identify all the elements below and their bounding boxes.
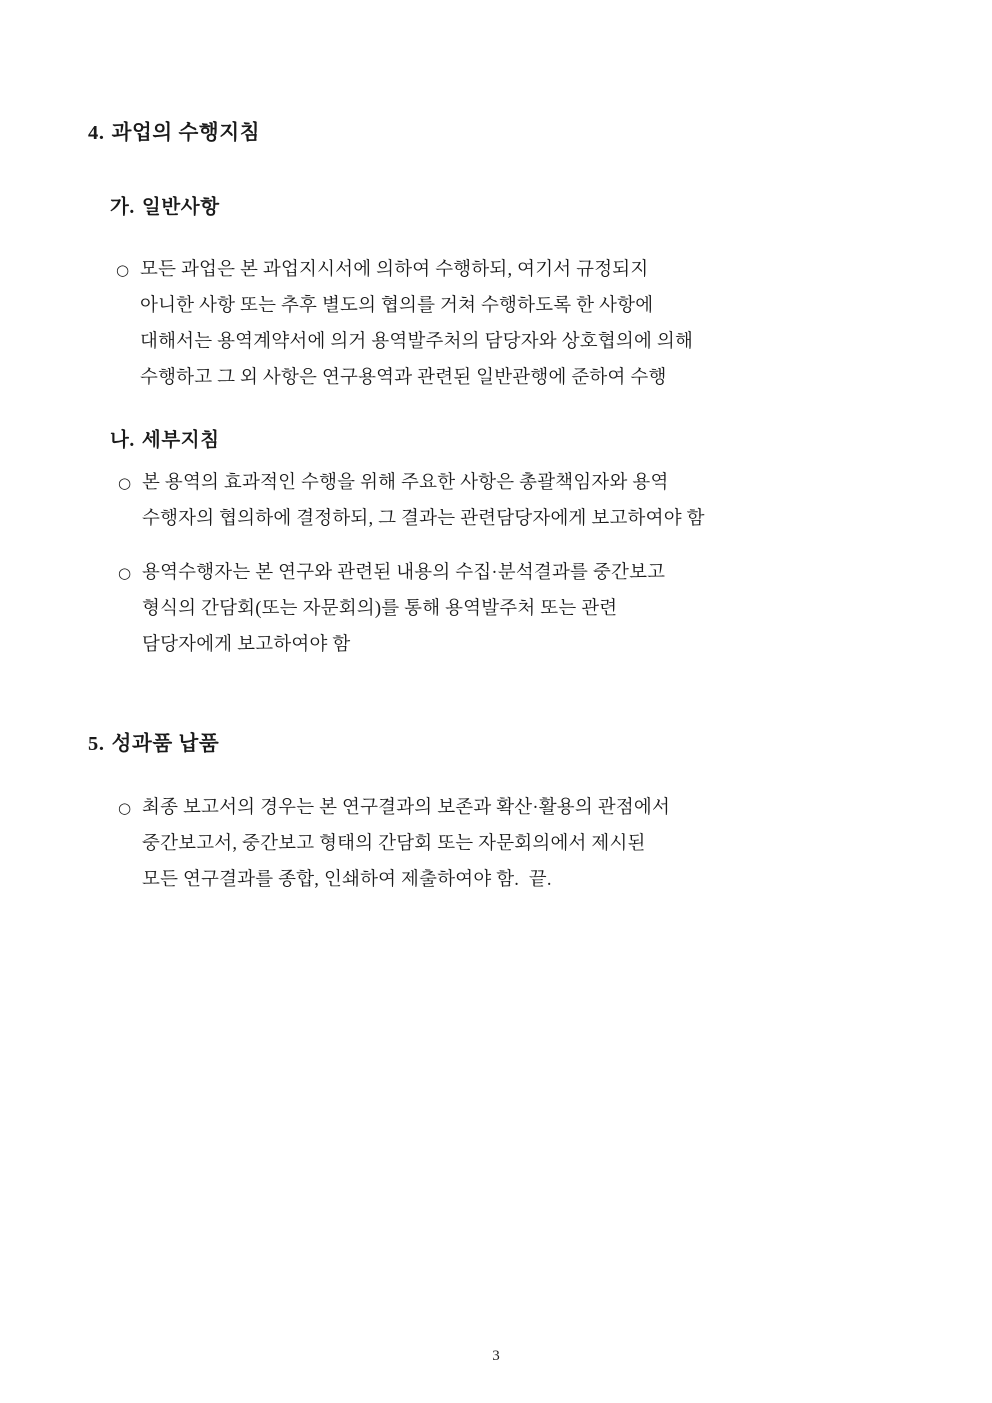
bullet-item: [118, 555, 912, 663]
bullet-line: 대해서는 용역계약서에 의거 용역발주처의 담당자와 상호협의에 의해: [140, 332, 694, 352]
section-number: 5.: [88, 733, 105, 756]
bullet-line: 수행자의 협의하에 결정하되, 그 결과는 관련담당자에게 보고하여야 함: [142, 509, 705, 530]
subsection-title-text: 세부지침: [141, 430, 220, 451]
bullet-line: 용역수행자는 본 연구와 관련된 내용의 수집·분석결과를 중간보고: [142, 563, 666, 584]
bullet-line: 모든 연구결과를 종합, 인쇄하여 제출하여야 함. 끝.: [142, 870, 552, 890]
bullet-text: [140, 252, 912, 396]
bullet-line: 아니한 사항 또는 추후 별도의 협의를 거쳐 수행하도록 한 사항에: [140, 296, 654, 316]
document-body: [88, 118, 912, 898]
bullet-item: [118, 790, 912, 898]
section-title-text: 성과품 납품: [111, 733, 220, 756]
section-heading-5: [88, 729, 912, 760]
subsection-title-text: 일반사항: [141, 196, 220, 218]
bullet-line: 모든 과업은 본 과업지시서에 의하여 수행하되, 여기서 규정되지: [140, 260, 649, 280]
subsection-number: 나.: [110, 430, 135, 451]
subsection-heading-4b: [110, 426, 912, 455]
bullet-text: [142, 555, 912, 663]
subsection-heading-4a: [110, 193, 912, 222]
bullet-line: 본 용역의 효과적인 수행을 위해 주요한 사항은 총괄책임자와 용역: [142, 473, 669, 494]
section-title-text: 과업의 수행지침: [111, 122, 261, 144]
bullet-item: [116, 252, 912, 396]
bullet-marker-icon: ○: [118, 799, 132, 817]
bullet-line: 수행하고 그 외 사항은 연구용역과 관련된 일반관행에 준하여 수행: [140, 368, 667, 388]
bullet-text: [142, 790, 912, 898]
subsection-number: 가.: [110, 196, 135, 218]
bullet-marker-icon: ○: [118, 474, 132, 493]
section-number: 4.: [88, 122, 105, 144]
bullet-marker-icon: ○: [118, 564, 132, 583]
bullet-line: 형식의 간담회(또는 자문회의)를 통해 용역발주처 또는 관련: [142, 599, 618, 620]
page-number: 3: [492, 1348, 500, 1364]
bullet-marker-icon: ○: [116, 261, 130, 279]
bullet-line: 중간보고서, 중간보고 형태의 간담회 또는 자문회의에서 제시된: [142, 834, 646, 854]
bullet-text: [142, 465, 912, 537]
bullet-line: 최종 보고서의 경우는 본 연구결과의 보존과 확산·활용의 관점에서: [142, 798, 671, 818]
bullet-item: [118, 465, 912, 537]
section-heading-4: [88, 118, 912, 149]
bullet-line: 담당자에게 보고하여야 함: [142, 635, 351, 656]
